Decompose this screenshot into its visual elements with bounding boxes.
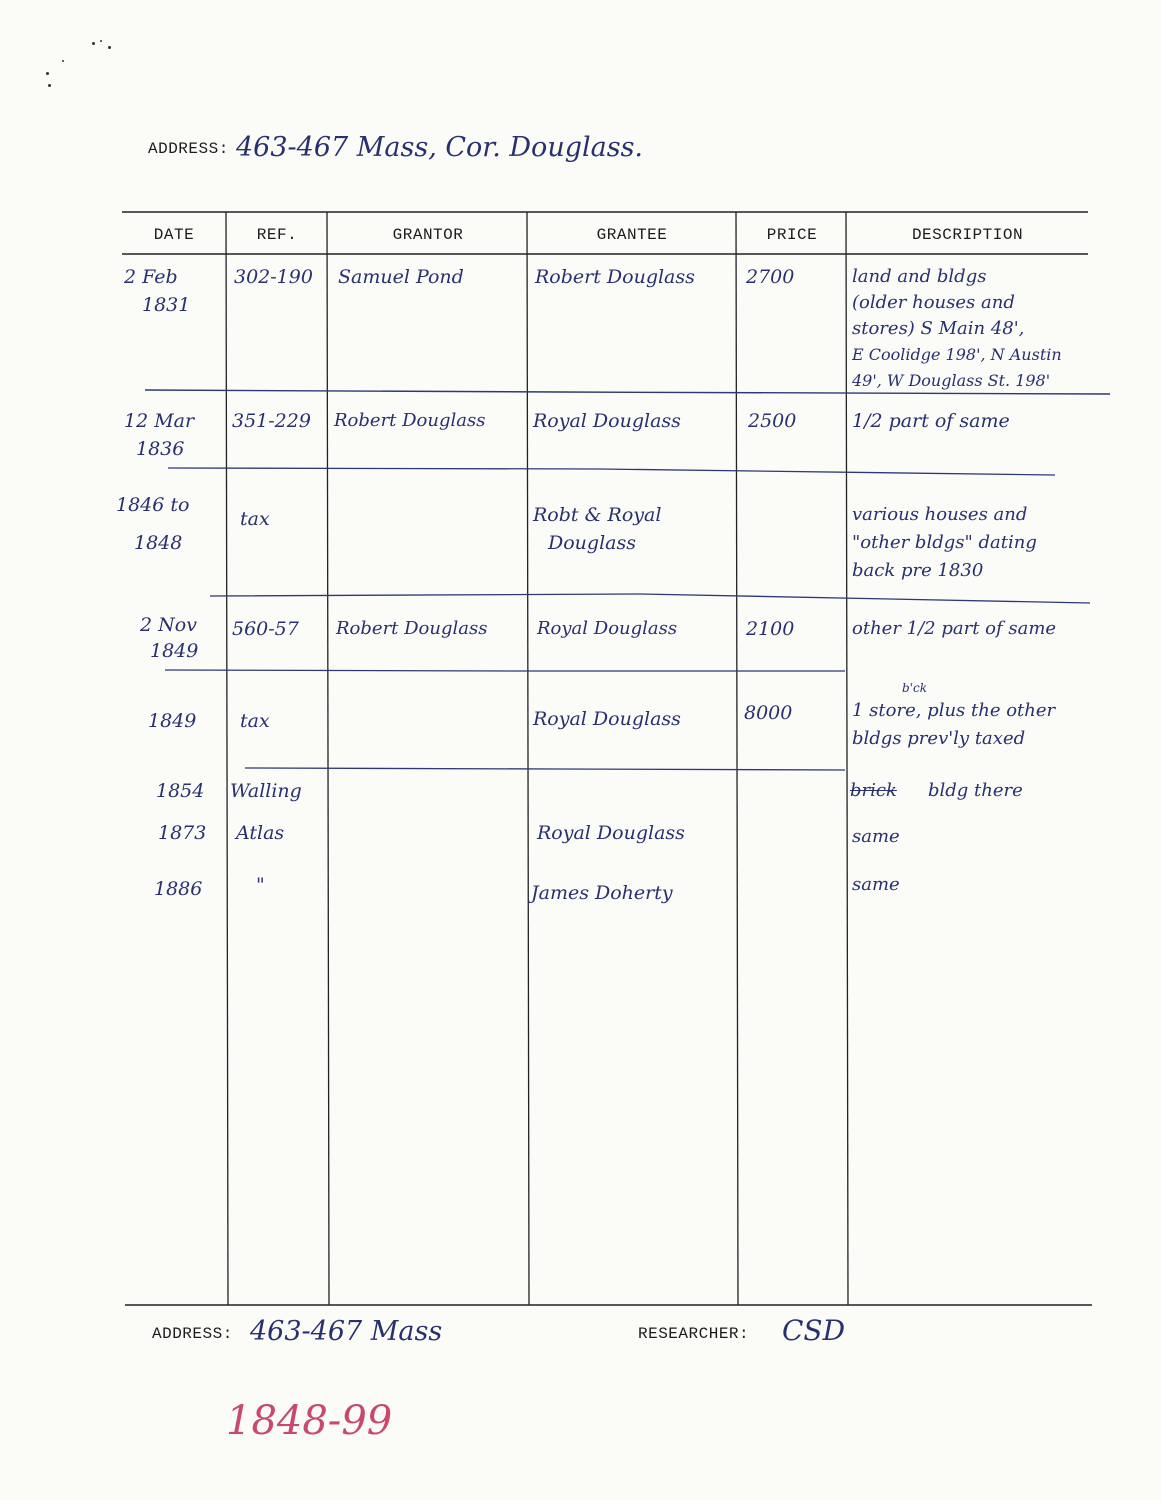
footer-researcher-value: CSD	[782, 1314, 846, 1347]
row-grantor: Samuel Pond	[338, 266, 464, 288]
row-description-line: E Coolidge 198', N Austin	[852, 345, 1062, 364]
row-description-line: (older houses and	[852, 292, 1015, 313]
col-header-grantee: GRANTEE	[596, 226, 668, 244]
row-description-line: various houses and	[852, 504, 1028, 525]
row-description-line: 49', W Douglass St. 198'	[852, 371, 1051, 390]
row-description-struck: brick	[850, 780, 897, 801]
footer-researcher-label: RESEARCHER:	[638, 1325, 750, 1343]
row-ref: "	[256, 874, 265, 896]
row-date-line: 2 Nov	[140, 614, 197, 636]
row-grantee-line: Royal Douglass	[533, 410, 681, 432]
row-ref: Walling	[230, 780, 302, 802]
row-grantor: Robert Douglass	[334, 410, 486, 431]
row-date-line: 1854	[156, 780, 205, 802]
row-grantee-line: James Doherty	[531, 882, 673, 904]
row-description-line: 1/2 part of same	[852, 410, 1010, 432]
row-description-line: land and bldgs	[852, 266, 987, 287]
row-description-line: back pre 1830	[852, 560, 984, 581]
col-header-price: PRICE	[766, 226, 818, 244]
row-date-line: 1849	[150, 640, 199, 662]
row-price: 2500	[748, 410, 797, 432]
row-date-line: 12 Mar	[124, 410, 195, 432]
row-description-line: same	[852, 826, 900, 847]
row-date-line: 1849	[148, 710, 197, 732]
row-grantee-line: Robt & Royal	[533, 504, 662, 526]
row-grantee-line: Royal Douglass	[533, 708, 681, 730]
row-price: 2700	[746, 266, 795, 288]
row-ref: tax	[240, 508, 270, 530]
row-description-line: other 1/2 part of same	[852, 618, 1057, 639]
row-ref: Atlas	[236, 822, 285, 844]
col-header-description: DESCRIPTION	[911, 226, 1024, 244]
row-date-line: 1846 to	[116, 494, 190, 516]
row-ref: 351-229	[232, 410, 311, 432]
col-header-grantor: GRANTOR	[392, 226, 464, 244]
red-date-note: 1848-99	[226, 1398, 393, 1444]
row-description-line: bldg there	[928, 780, 1023, 801]
row-description-insert: b'ck	[902, 681, 927, 695]
row-grantee-line: Douglass	[548, 532, 636, 554]
row-price: 8000	[744, 702, 793, 724]
row-date-line: 1886	[154, 878, 203, 900]
footer-address-label: ADDRESS:	[152, 1325, 233, 1343]
row-date-line: 1848	[134, 532, 183, 554]
row-date-line: 1873	[158, 822, 207, 844]
row-grantor: Robert Douglass	[336, 618, 488, 639]
row-grantee-line: Royal Douglass	[537, 822, 685, 844]
row-price: 2100	[746, 618, 795, 640]
row-date-line: 1831	[142, 294, 191, 316]
header-address-label: ADDRESS:	[148, 140, 229, 158]
row-grantee-line: Robert Douglass	[535, 266, 695, 288]
row-date-line: 2 Feb	[124, 266, 178, 288]
row-ref: tax	[240, 710, 270, 732]
row-description-line: bldgs prev'ly taxed	[852, 728, 1026, 749]
row-ref: 560-57	[232, 618, 299, 640]
header-address-value: 463-467 Mass, Cor. Douglass.	[236, 132, 644, 163]
row-description-line: stores) S Main 48',	[852, 318, 1025, 339]
row-date-line: 1836	[136, 438, 185, 460]
row-ref: 302-190	[234, 266, 313, 288]
footer-address-value: 463-467 Mass	[250, 1316, 443, 1347]
row-description-line: same	[852, 874, 900, 895]
col-header-ref: REF.	[256, 226, 298, 244]
row-description-line: 1 store, plus the other	[852, 700, 1056, 721]
col-header-date: DATE	[153, 226, 195, 244]
row-description-line: "other bldgs" dating	[852, 532, 1037, 553]
row-grantee-line: Royal Douglass	[537, 618, 678, 639]
